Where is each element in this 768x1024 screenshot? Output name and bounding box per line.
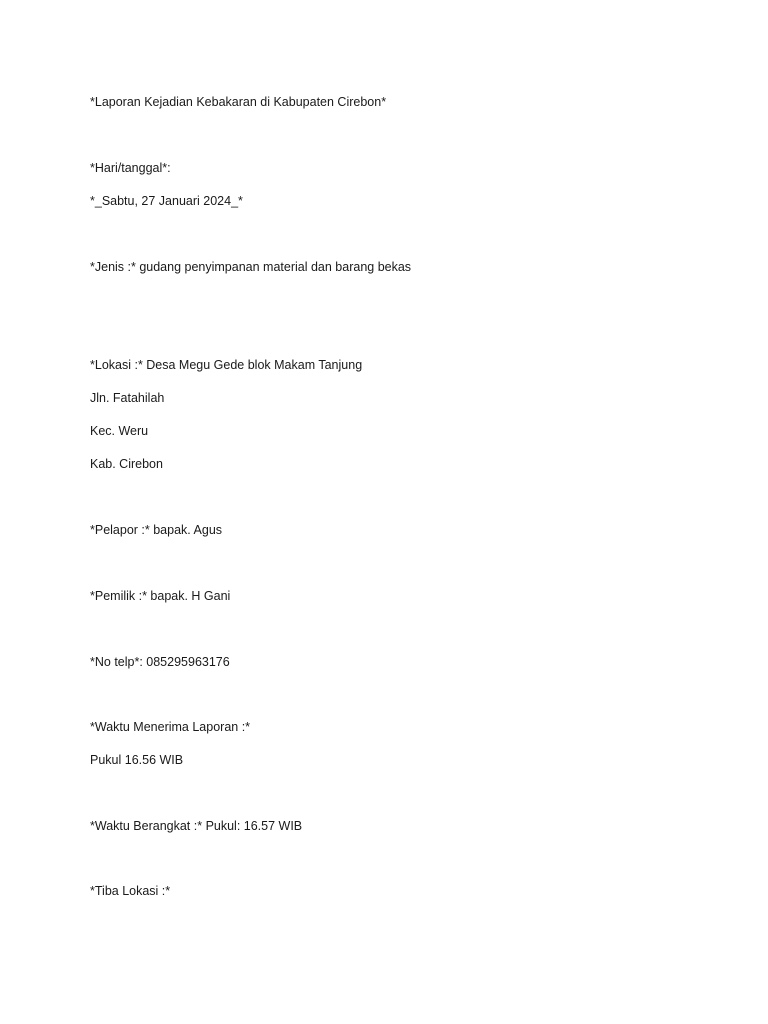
waktu-menerima-label: *Waktu Menerima Laporan :* bbox=[90, 720, 251, 734]
lokasi-line: *Lokasi :* Desa Megu Gede blok Makam Tanjung bbox=[90, 358, 363, 372]
alamat-kabupaten: Kab. Cirebon bbox=[90, 457, 163, 471]
waktu-berangkat-line: *Waktu Berangkat :* Pukul: 16.57 WIB bbox=[90, 819, 303, 833]
alamat-jalan: Jln. Fatahilah bbox=[90, 391, 165, 405]
jenis-line: *Jenis :* gudang penyimpanan material dan barang bekas bbox=[90, 260, 412, 274]
pemilik-line: *Pemilik :* bapak. H Gani bbox=[90, 589, 231, 603]
alamat-kecamatan: Kec. Weru bbox=[90, 424, 149, 438]
document-title: *Laporan Kejadian Kebakaran di Kabupaten Cirebon* bbox=[90, 95, 387, 109]
pelapor-line: *Pelapor :* bapak. Agus bbox=[90, 523, 223, 537]
waktu-menerima-value: Pukul 16.56 WIB bbox=[90, 753, 184, 767]
no-telp-line: *No telp*: 085295963176 bbox=[90, 655, 230, 669]
date-label: *Hari/tanggal*: bbox=[90, 161, 171, 175]
tiba-lokasi-line: *Tiba Lokasi :* bbox=[90, 884, 171, 898]
date-value: *_Sabtu, 27 Januari 2024_* bbox=[90, 194, 243, 208]
